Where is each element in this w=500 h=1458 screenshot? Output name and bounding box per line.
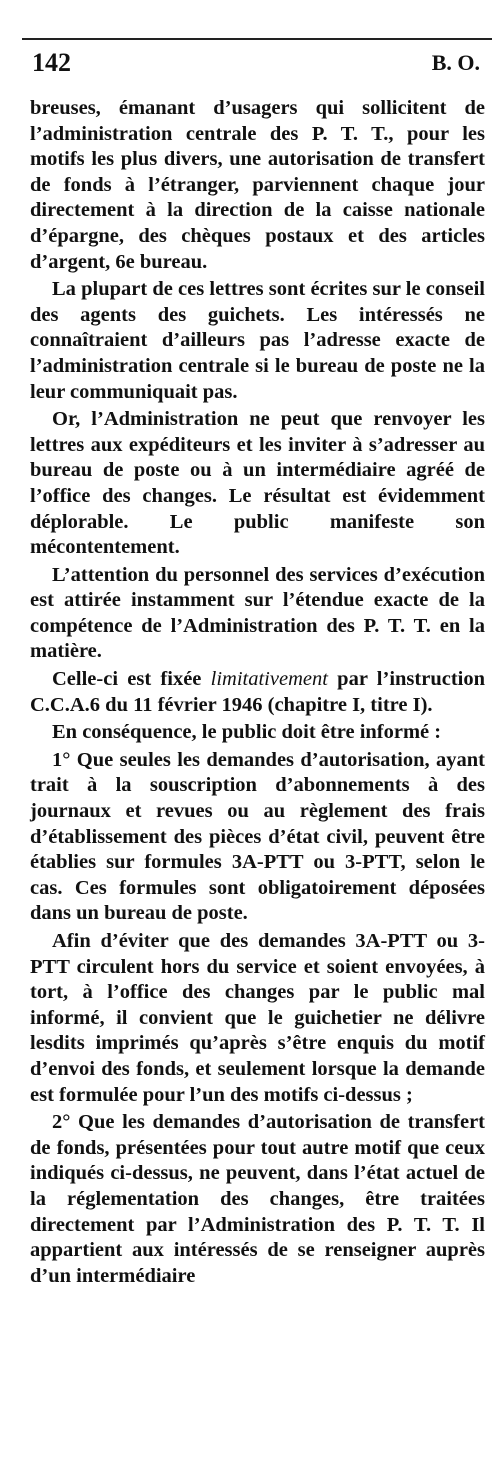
paragraph: Celle-ci est fixée limitativement par l’instruction C.C.A.6 du 11 février 1946 (chapitre I, titre I). <box>30 668 485 716</box>
paragraph: L’attention du personnel des services d’exécution est attirée instamment sur l’étendue exacte de la compétence de l’Administration des P. T. T. en la matière. <box>30 563 485 663</box>
body-text <box>30 96 485 1291</box>
page-number: 142 <box>32 48 71 77</box>
paragraph: La plupart de ces lettres sont écrites sur le conseil des agents des guichets. Les intéressés ne connaîtraient d’ailleurs pas l’adresse exacte de l’administration centrale si le bureau de poste ne la leur communiquait pas. <box>30 278 485 403</box>
paragraph: 2° Que les demandes d’autorisation de transfert de fonds, présentées pour tout autre motif que ceux indiqués ci-dessus, ne peuvent, dans l’état actuel de la réglementation des changes, être traitées directement par l’Administration des P. T. T. Il appartient aux intéressés de se renseigner auprès d’un intermédiaire <box>30 1111 485 1287</box>
paragraph: Afin d’éviter que des demandes 3A-PTT ou 3-PTT circulent hors du service et soient envoyées, à tort, à l’office des changes par le public mal informé, il convient que le guichetier ne délivre lesdits imprimés qu’après s’être enquis du motif d’envoi des fonds, et seulement lorsque la demande est formulée pour l’un des motifs ci-dessus ; <box>30 930 485 1106</box>
page-header <box>32 46 488 80</box>
italic-emphasis: limitativement <box>210 668 328 691</box>
paragraph: En conséquence, le public doit être informé : <box>52 721 442 744</box>
paragraph: breuses, émanant d’usagers qui sollicitent de l’administration centrale des P. T. T., pour les motifs les plus divers, une autorisation de transfert de fonds à l’étranger, parviennent chaque jour directement à la direction de la caisse nationale d’épargne, des chèques postaux et des articles d’argent, 6e bureau. <box>30 97 485 273</box>
paragraph: Or, l’Administration ne peut que renvoyer les lettres aux expéditeurs et les inviter à s’adresser au bureau de poste ou à un intermédiaire agréé de l’office des changes. Le résultat est évidemment déplorable. Le public manifeste son mécontentement. <box>30 408 485 559</box>
paragraph: 1° Que seules les demandes d’autorisation, ayant trait à la souscription d’abonnements à des journaux et revues ou au règlement des frais d’établissement des pièces d’état civil, peuvent être établies sur formules 3A-PTT ou 3-PTT, selon le cas. Ces formules sont obligatoirement déposées dans un bureau de poste. <box>30 748 485 925</box>
top-rule <box>22 38 492 40</box>
running-head: B. O. <box>431 50 480 75</box>
